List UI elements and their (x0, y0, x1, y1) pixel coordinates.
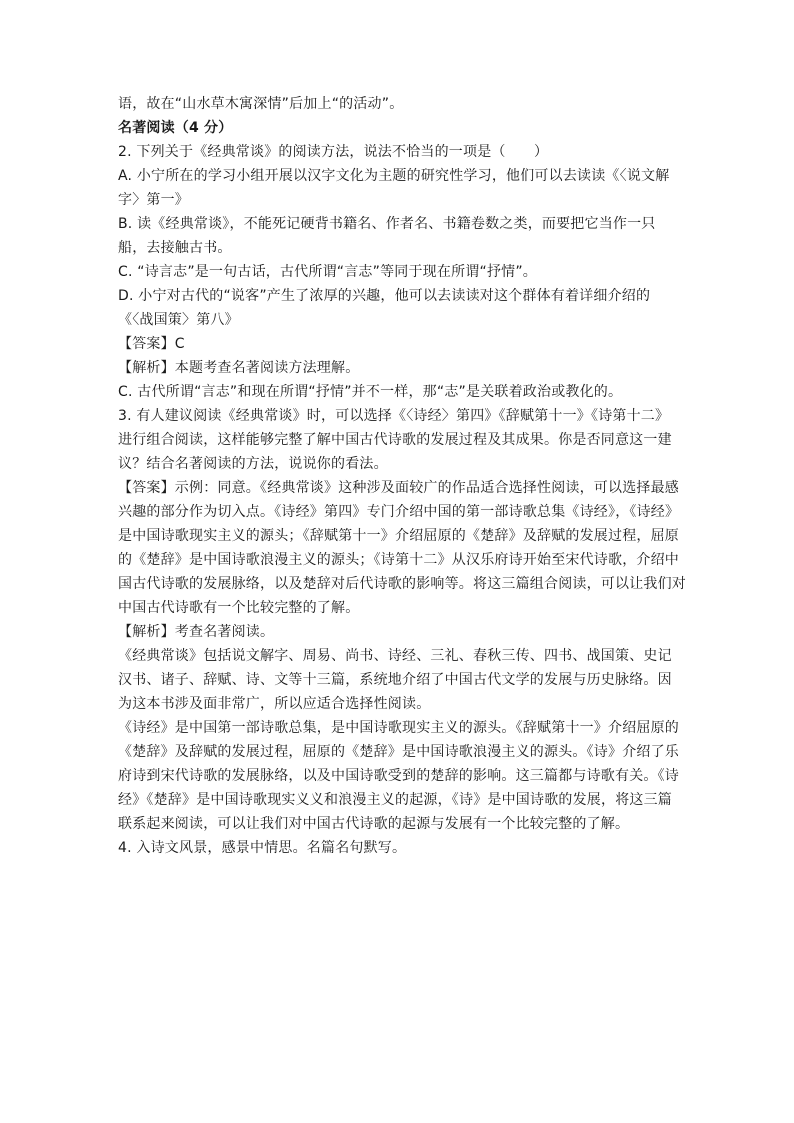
document-body (118, 92, 688, 860)
text-line: 经》《楚辞》是中国诗歌现实义义和浪漫主义的起源，《诗》是中国诗歌的发展，将这三篇 (118, 792, 672, 808)
text-line: 语，故在“山水草木寓深情”后加上“的活动”。 (118, 96, 404, 112)
text-line: 《经典常谈》包括说文解字、周易、尚书、诗经、三礼、春秋三传、四书、战国策、史记 (118, 648, 672, 664)
text-line: 国古代诗歌的发展脉络，以及楚辞对后代诗歌的影响等。将这三篇组合阅读，可以让我们对 (118, 576, 686, 592)
text-line: D. 小宁对古代的“说客”产生了浓厚的兴趣，他可以去读读对这个群体有着详细介绍的 (118, 288, 651, 304)
text-line: 联系起来阅读，可以让我们对中国古代诗歌的起源与发展有一个比较完整的了解。 (118, 816, 630, 832)
text-line: 《诗经》是中国第一部诗歌总集，是中国诗歌现实主义的源头。《辞赋第十一》介绍屈原的 (118, 720, 679, 736)
text-line: 兴趣的部分作为切入点。《诗经》第四》专门介绍中国的第一部诗歌总集《诗经》，《诗经》 (118, 504, 680, 520)
text-line: 《楚辞》及辞赋的发展过程，屈原的《楚辞》是中国诗歌浪漫主义的源头。《诗》介绍了乐 (118, 744, 679, 760)
text-line: C. 古代所谓“言志”和现在所谓“抒情”并不一样，那“志”是关联着政治或教化的。 (118, 384, 623, 400)
text-line: A. 小宁所在的学习小组开展以汉字文化为主题的研究性学习，他们可以去读读《〈说文解 (118, 168, 670, 184)
text-line: 【解析】考查名著阅读。 (118, 624, 275, 640)
text-line: 【答案】C (118, 336, 185, 352)
text-line: 字〉第一》 (118, 192, 189, 208)
text-line: B. 读《经典常谈》，不能死记硬背书籍名、作者名、书籍卷数之类，而要把它当作一只 (118, 216, 656, 232)
text-line: 2. 下列关于《经典常谈》的阅读方法，说法不恰当的一项是（ ） (118, 144, 549, 160)
text-line: 议？结合名著阅读的方法，说说你的看法。 (118, 456, 388, 472)
section-heading: 名著阅读（4 分） (118, 120, 233, 136)
text-line: 中国古代诗歌有一个比较完整的了解。 (118, 600, 360, 616)
text-line: 船，去接触古书。 (118, 240, 232, 256)
text-line: 《〈战国策〉第八》 (118, 312, 239, 328)
text-line: 的《楚辞》是中国诗歌浪漫主义的源头；《诗第十二》从汉乐府诗开始至宋代诗歌，介绍中 (118, 552, 679, 568)
text-line: 进行组合阅读，这样能够完整了解中国古代诗歌的发展过程及其成果。你是否同意这一建 (118, 432, 672, 448)
text-line: 【答案】示例：同意。《经典常谈》这种涉及面较广的作品适合选择性阅读，可以选择最感 (118, 480, 679, 496)
text-line: 汉书、诸子、辞赋、诗、文等十三篇，系统地介绍了中国古代文学的发展与历史脉络。因 (118, 672, 672, 688)
text-line: C. “诗言志”是一句古话，古代所谓“言志”等同于现在所谓“抒情”。 (118, 264, 537, 280)
text-line: 为这本书涉及面非常广，所以应适合选择性阅读。 (118, 696, 431, 712)
text-line: 府诗到宋代诗歌的发展脉络，以及中国诗歌受到的楚辞的影响。这三篇都与诗歌有关。《诗 (118, 768, 679, 784)
text-line: 是中国诗歌现实主义的源头；《辞赋第十一》介绍屈原的《楚辞》及辞赋的发展过程，屈原 (118, 528, 679, 544)
text-line: 【解析】本题考查名著阅读方法理解。 (118, 360, 360, 376)
text-line: 3. 有人建议阅读《经典常谈》时，可以选择《〈诗经〉第四》《辞赋第十一》《诗第十二》 (118, 408, 670, 424)
text-line: 4. 入诗文风景，感景中情思。名篇名句默写。 (118, 840, 407, 856)
